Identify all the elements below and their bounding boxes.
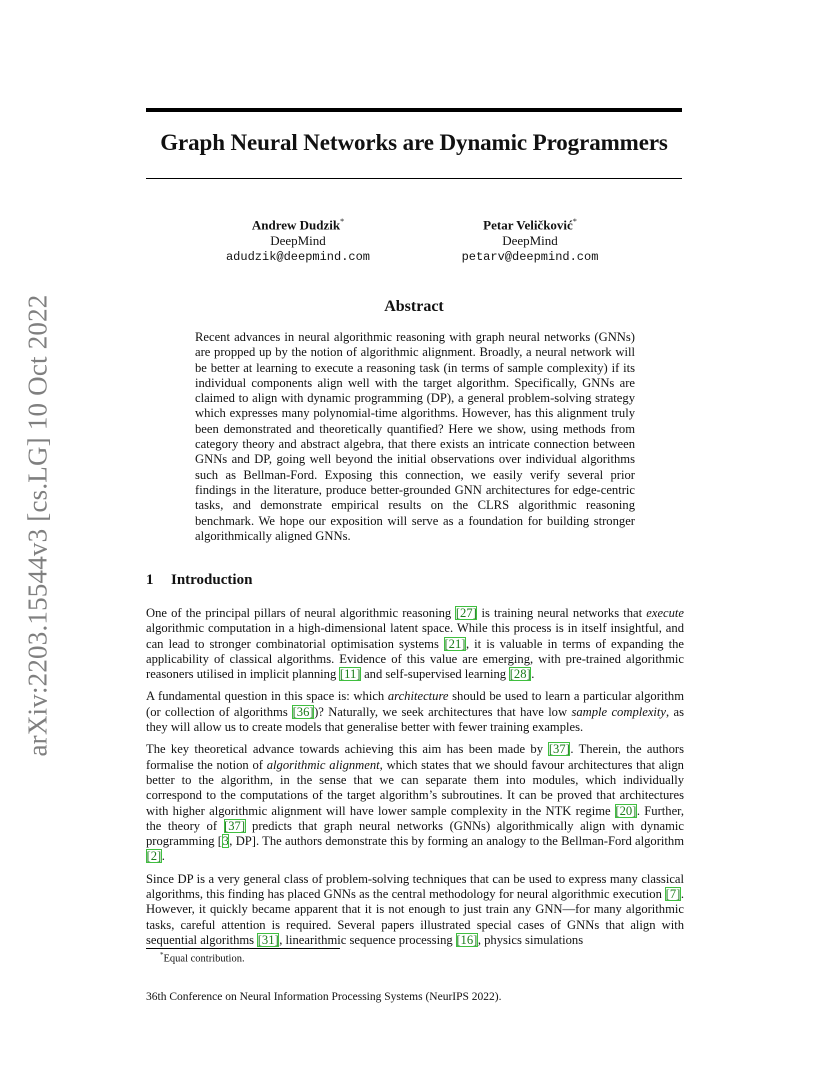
title-bottom-rule <box>146 178 682 179</box>
footnote-rule <box>146 948 340 949</box>
citation-link[interactable]: [16] <box>456 932 478 947</box>
paragraph-4: Since DP is a very general class of problem-solving techniques that can be used to express many classical algorithms, this finding has placed GNNs as the central methodology for neural algorithmic execution [7]. However, it quickly became apparent that it is not enough to just train any GNN—for many algorithmic tasks, careful attention is required. Several papers illustrated special cases of GNNs that align with sequential algorithms [31], linearithmic sequence processing [16], physics simulations <box>146 871 684 947</box>
paragraph-1: One of the principal pillars of neural algorithmic reasoning [27] is training neural networks that execute algorithmic computation in a high-dimensional latent space. While this process is in itself insightful, and can lead to stronger combinatorial optimisation systems [21], it is valuable in terms of expanding the applicability of classical algorithms. Evidence of this value are emerging, with pre-trained algorithmic reasoners utilised in implicit planning [11] and self-supervised learning [28]. <box>146 606 685 682</box>
paper-title: Graph Neural Networks are Dynamic Programmers <box>160 130 668 155</box>
citation-link[interactable]: [11] <box>339 667 361 682</box>
author-1 <box>208 214 388 265</box>
author-affiliation: DeepMind <box>270 233 326 249</box>
introduction-body <box>146 606 684 955</box>
footnote-text: Equal contribution. <box>163 953 245 965</box>
paragraph-2: A fundamental question in this space is: which architecture should be used to learn a particular algorithm (or collection of algorithms [36])? Naturally, we seek architectures that have low sample complexity, as they will allow us to create models that generalise better with fewer training examples. <box>146 689 685 735</box>
abstract-heading: Abstract <box>384 298 444 315</box>
paragraph-3: The key theoretical advance towards achieving this aim has been made by [37]. Therein, the authors formalise the notion of algorithmic alignment, which states that we should favour architectures that align better to the algorithm, in the sense that we can separate them into modules, which individually correspond to the computations of the target algorithm’s subroutines. It can be proved that architectures with higher algorithmic alignment will have lower sample complexity in the NTK regime [20]. Further, the theory of [37] predicts that graph neural networks (GNNs) algorithmically align with dynamic programming [3, DP]. The authors demonstrate this by forming an analogy to the Bellman-Ford algorithm [2]. <box>146 742 685 864</box>
author-email[interactable]: petarv@deepmind.com <box>461 250 599 265</box>
citation-link[interactable]: [20] <box>615 803 637 818</box>
citation-link[interactable]: [36] <box>292 704 314 719</box>
author-2 <box>440 214 620 265</box>
citation-link[interactable]: [37] <box>224 818 246 833</box>
citation-link[interactable]: [31] <box>257 932 279 947</box>
author-name: Andrew Dudzik <box>251 217 341 233</box>
author-name: Petar Veličković <box>483 217 573 233</box>
citation-link[interactable]: [37] <box>548 742 570 757</box>
author-affiliation: DeepMind <box>502 233 558 249</box>
citation-link[interactable]: [7] <box>665 887 681 902</box>
author-email[interactable]: adudzik@deepmind.com <box>225 250 371 265</box>
section-heading <box>146 572 252 589</box>
citation-link[interactable]: [21] <box>444 636 466 651</box>
citation-link[interactable]: [2] <box>146 849 162 864</box>
title-top-rule <box>146 108 682 112</box>
citation-link[interactable]: [27] <box>455 606 477 620</box>
footnote-mark: * <box>160 951 164 959</box>
section-number: 1 <box>146 572 154 588</box>
citation-link[interactable]: 3 <box>222 834 229 849</box>
arxiv-identifier: arXiv:2203.15544v3 [cs.LG] 10 Oct 2022 <box>22 293 53 757</box>
abstract-text: Recent advances in neural algorithmic reasoning with graph neural networks (GNNs) are propped up by the notion of algorithmic alignment. Broadly, a neural network will be better at learning to execute a reasoning task (in terms of sample complexity) if its individual components align well with the target algorithm. Specifically, GNNs are claimed to align with dynamic programming (DP), a general problem-solving strategy which expresses many polynomial-time algorithms. However, has this alignment truly been demonstrated and theoretically quantified? Here we show, using methods from category theory and abstract algebra, that there exists an intricate connection between GNNs and DP, going well beyond the initial observations over individual algorithms such as Bellman-Ford. Exposing this connection, we easily verify several prior findings in the literature, produce better-grounded GNN architectures for edge-centric tasks, and demonstrate empirical results on the CLRS algorithmic reasoning benchmark. We hope our exposition will serve as a foundation for building stronger algorithmically aligned GNNs. <box>195 330 635 543</box>
section-title: Introduction <box>171 572 253 588</box>
citation-link[interactable]: [28] <box>509 667 531 682</box>
equal-contribution-mark: * <box>340 217 345 226</box>
venue-footer: 36th Conference on Neural Information Processing Systems (NeurIPS 2022). <box>146 991 502 1003</box>
equal-contribution-mark: * <box>572 217 577 226</box>
footnote <box>160 951 245 965</box>
